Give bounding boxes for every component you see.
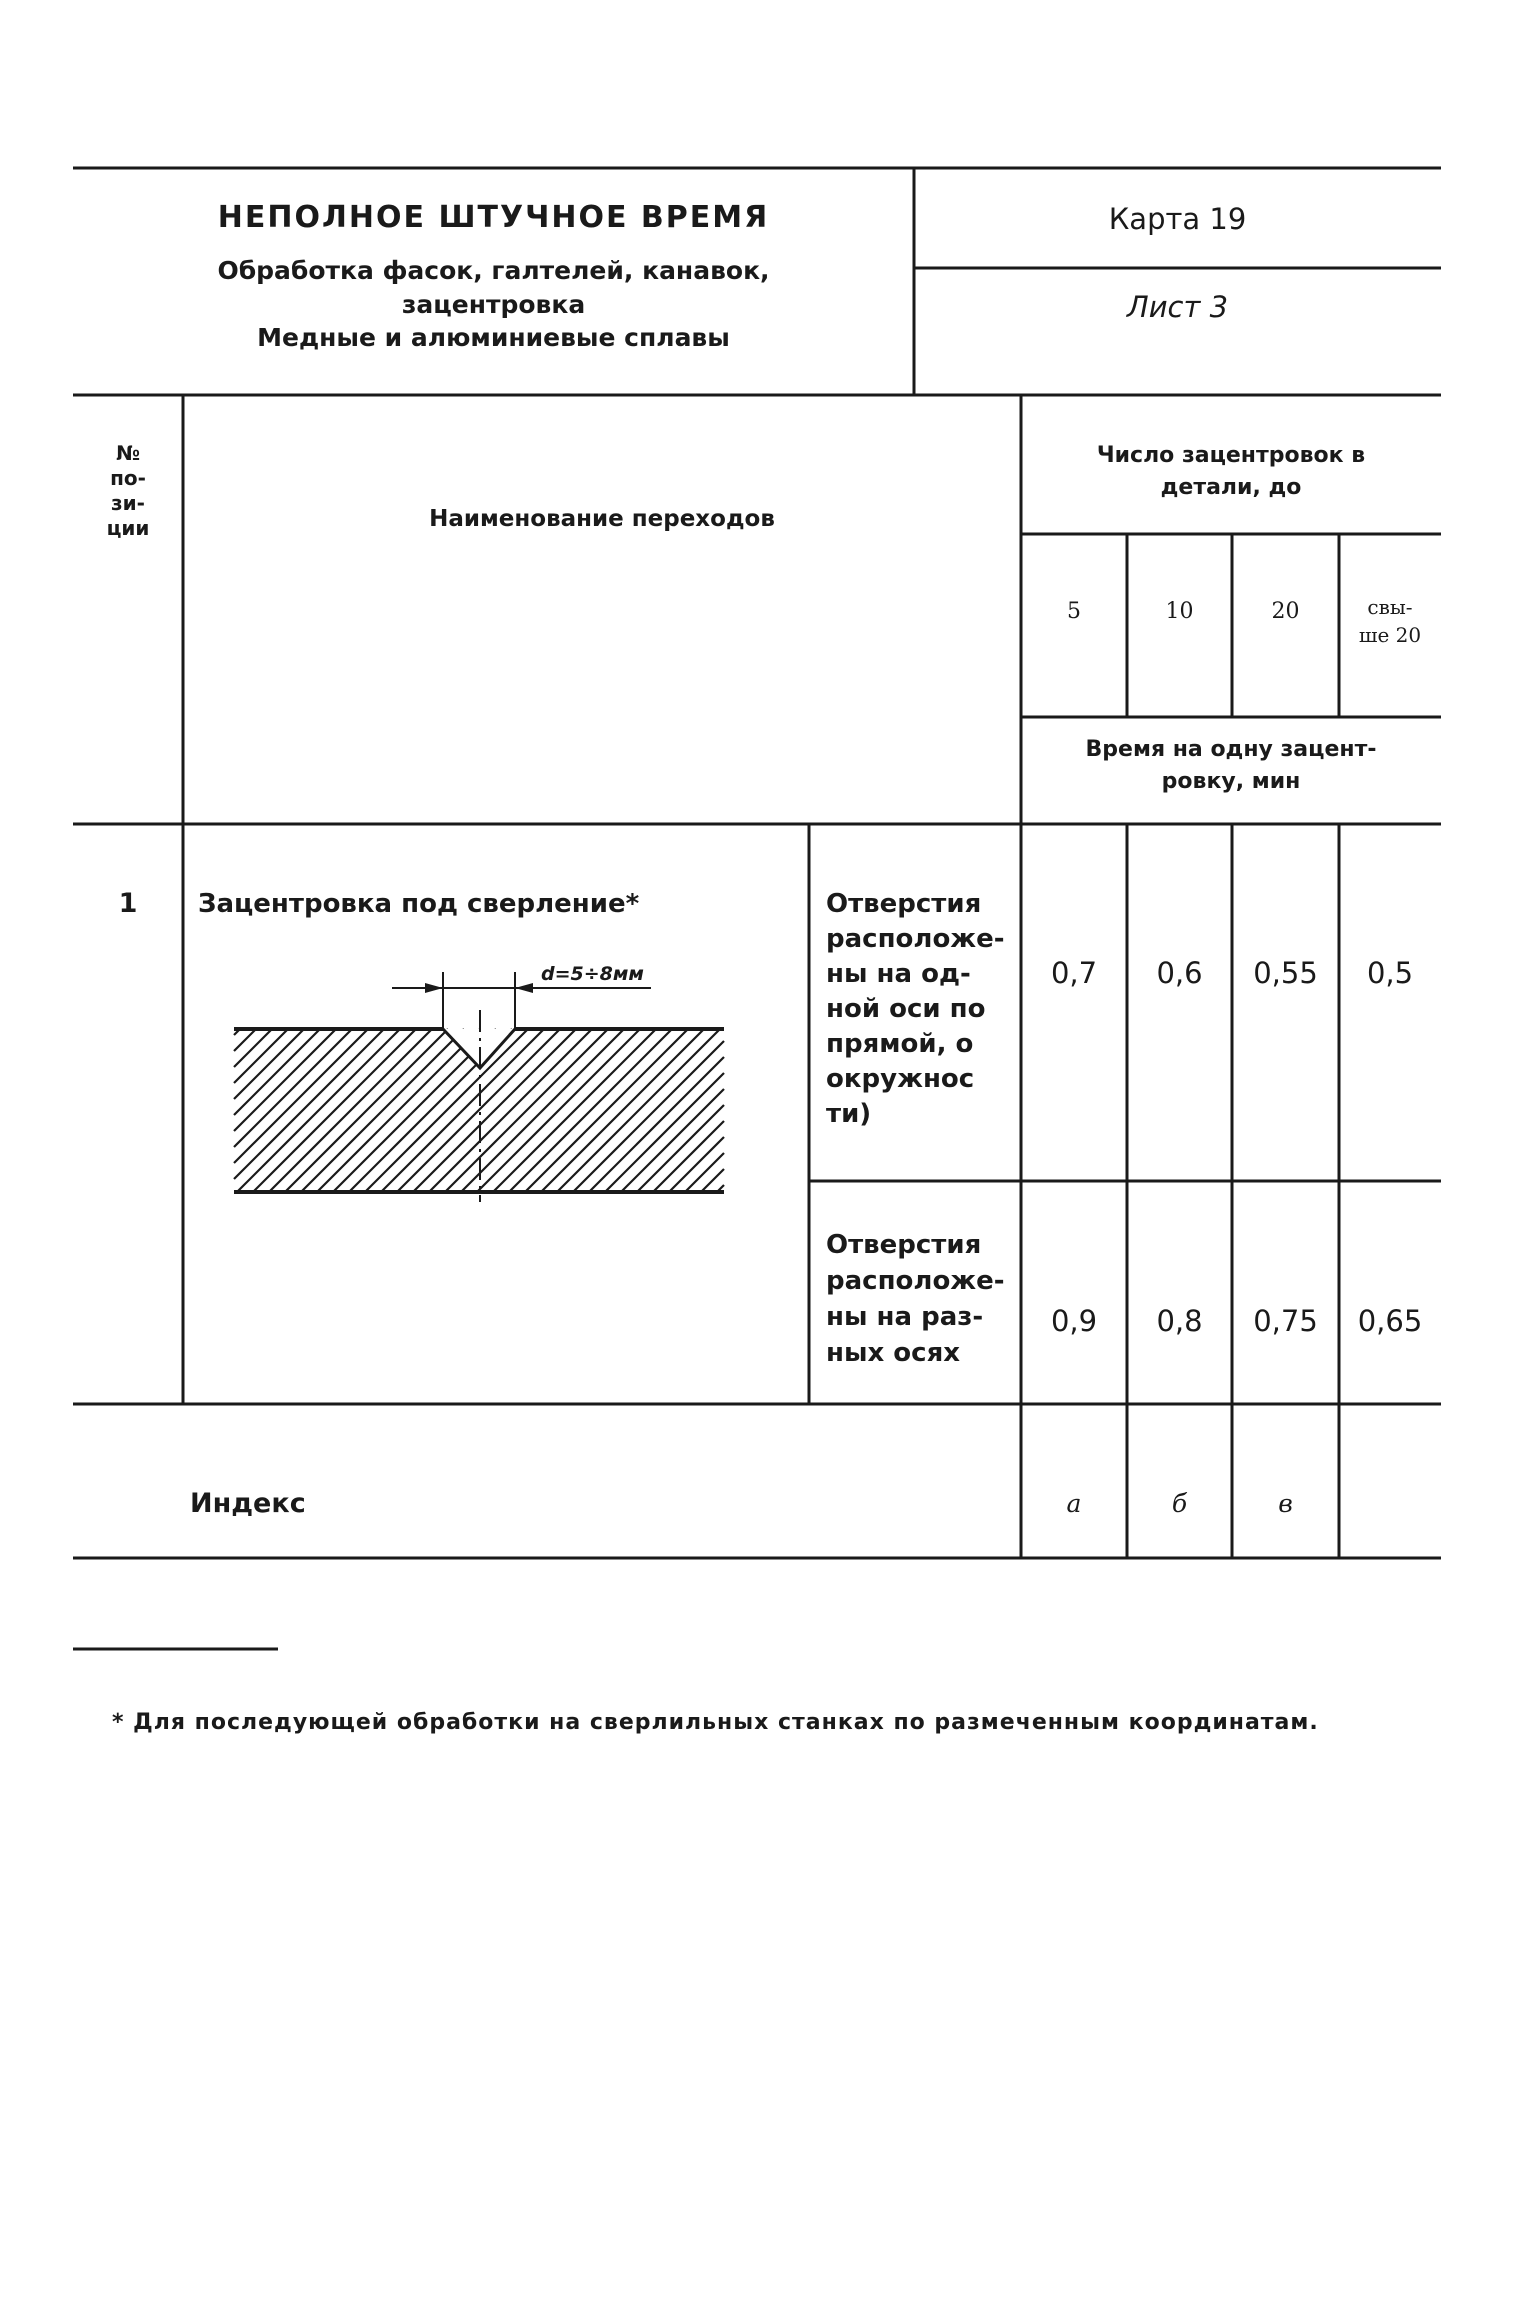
index-value: б (1171, 1489, 1188, 1518)
hatch-line (234, 1029, 352, 1147)
condition-line: расположе- (826, 1266, 1005, 1296)
time-header-line: Время на одну зацент- (1085, 737, 1377, 762)
time-value: 0,65 (1357, 1304, 1423, 1338)
condition-line: ных осях (826, 1338, 961, 1368)
hatch-line (234, 1029, 320, 1115)
condition-line: расположе- (826, 924, 1005, 954)
subtitle-line: зацентровка (401, 290, 586, 319)
hatch-line (685, 1153, 724, 1192)
hatch-line (365, 1029, 528, 1192)
sheet-number: Лист 3 (1126, 290, 1229, 324)
hatch-line (621, 1089, 724, 1192)
time-value: 0,5 (1366, 956, 1414, 990)
condition-line: ны на раз- (826, 1302, 984, 1332)
centering-diagram (220, 950, 740, 1210)
hatch-line (301, 1029, 464, 1192)
position-header-line: ции (106, 516, 150, 540)
dimension-arrow-icon (515, 983, 533, 993)
time-value: 0,55 (1253, 956, 1318, 990)
hatch-line (509, 1029, 672, 1192)
footnote: * Для последующей обработки на сверлильных станках по размеченным координатам. (112, 1710, 1319, 1735)
hatch-line (253, 1029, 416, 1192)
time-value: 0,8 (1156, 1304, 1203, 1338)
position-header-line: зи- (111, 491, 145, 515)
condition-line: окружнос (826, 1064, 975, 1094)
hatch-line (317, 1029, 480, 1192)
condition-line: Отверстия (826, 889, 982, 919)
index-label: Индекс (190, 1488, 306, 1519)
condition-line: ти) (826, 1099, 872, 1129)
count-header-line: Число зацентровок в (1096, 443, 1366, 468)
row-position-number: 1 (118, 888, 138, 919)
hatch-line (605, 1073, 724, 1192)
count-column-over-20: свы- (1367, 595, 1413, 619)
hatch-line (493, 1029, 656, 1192)
count-column-20: 20 (1271, 599, 1300, 624)
operation-name-header: Наименование переходов (429, 506, 775, 532)
condition-line: ной оси по (826, 994, 986, 1024)
hatch-line (285, 1029, 448, 1192)
operation-name: Зацентровка под сверление* (198, 889, 640, 919)
count-column-5: 5 (1067, 599, 1081, 624)
hatch-line (234, 1029, 336, 1131)
hatch-line (573, 1041, 724, 1192)
hatch-line (237, 1029, 400, 1192)
time-value: 0,9 (1050, 1304, 1098, 1338)
time-value: 0,75 (1253, 1304, 1318, 1338)
subtitle-line: Медные и алюминиевые сплавы (257, 323, 730, 352)
position-header-line: по- (110, 466, 146, 490)
subtitle-line: Обработка фасок, галтелей, канавок, (217, 256, 770, 285)
count-header-line: детали, до (1160, 475, 1302, 500)
index-value: а (1066, 1489, 1082, 1518)
hatch-line (541, 1029, 704, 1192)
time-header-line: ровку, мин (1161, 769, 1301, 794)
index-value: в (1278, 1489, 1293, 1518)
count-column-over-20: ше 20 (1358, 623, 1422, 647)
hatch-line (234, 1029, 272, 1067)
hatch-line (653, 1121, 724, 1192)
hatch-line (269, 1029, 432, 1192)
hatch-line (234, 1029, 288, 1083)
time-value: 0,7 (1050, 956, 1098, 990)
hatch-line (525, 1029, 688, 1192)
condition-line: ны на од- (826, 959, 971, 989)
hatch-line (381, 1029, 544, 1192)
position-header-line: № (115, 441, 141, 465)
time-value: 0,6 (1156, 956, 1203, 990)
hatch-line (669, 1137, 724, 1192)
hatch-line (557, 1029, 720, 1192)
hatch-line (477, 1029, 640, 1192)
diameter-label: d=5÷8мм (541, 963, 644, 985)
condition-line: прямой, о (826, 1029, 974, 1059)
hatch-line (429, 1029, 592, 1192)
dimension-arrow-icon (425, 983, 443, 993)
count-column-10: 10 (1165, 599, 1194, 624)
card-number: Карта 19 (1108, 202, 1247, 236)
page-title: НЕПОЛНОЕ ШТУЧНОЕ ВРЕМЯ (217, 200, 770, 235)
condition-line: Отверстия (826, 1230, 982, 1260)
hatch-line (234, 1029, 384, 1179)
